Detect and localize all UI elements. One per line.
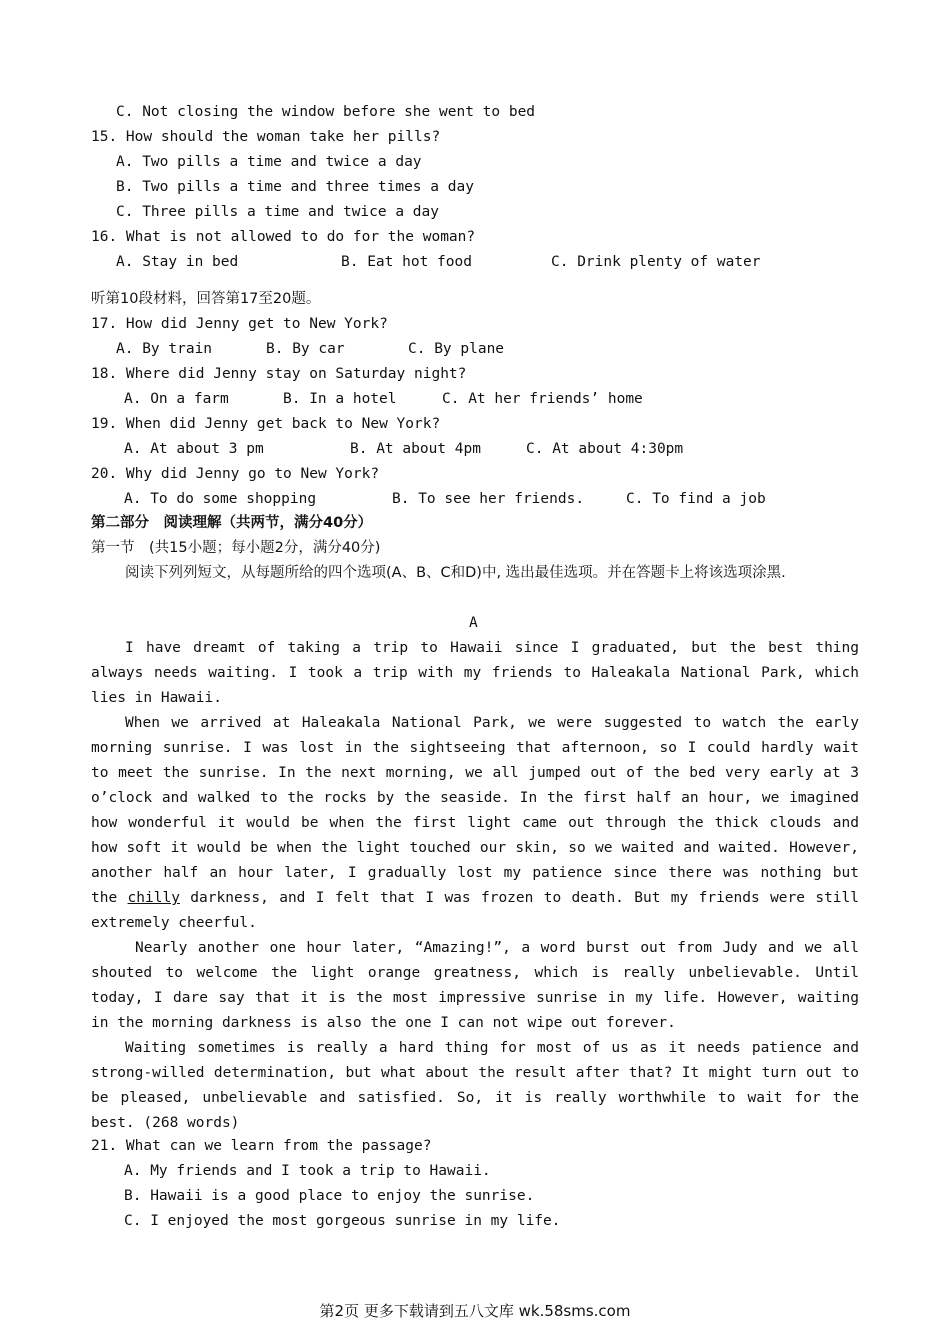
q21-option-b: B. Hawaii is a good place to enjoy the sunrise. xyxy=(124,1188,535,1204)
q17-option-b: B. By car xyxy=(266,341,345,357)
q17-question: 17. How did Jenny get to New York? xyxy=(91,316,388,332)
passage-paragraph-4: Waiting sometimes is really a hard thing for most of us as it needs patience and strong-willed determination, but what about the result after that? It might turn out to be pleased, unbelievable and satisfied. So, it is really worthwhile to wait for the best. (268 words) xyxy=(91,1040,859,1131)
q16-option-c: C. Drink plenty of water xyxy=(551,254,761,270)
q18-question: 18. Where did Jenny stay on Saturday night? xyxy=(91,366,467,382)
q15-question: 15. How should the woman take her pills? xyxy=(91,129,441,145)
section10-instruction: 听第10段材料，回答第17至20题。 xyxy=(91,291,321,307)
q16-question: 16. What is not allowed to do for the woman? xyxy=(91,229,476,245)
q15-option-b: B. Two pills a time and three times a day xyxy=(116,179,474,195)
page-footer: 第2页 更多下载请到五八文库 wk.58sms.com xyxy=(319,1302,631,1320)
q20-question: 20. Why did Jenny go to New York? xyxy=(91,466,380,482)
q21-option-c: C. I enjoyed the most gorgeous sunrise in my life. xyxy=(124,1213,561,1229)
q20-option-b: B. To see her friends. xyxy=(392,491,585,507)
reading-instruction-text: 阅读下列列短文，从每题所给的四个选项(A、B、C和D)中, 选出最佳选项。并在答题卡上将该选项涂黑. xyxy=(125,565,786,581)
underlined-word-chilly: chilly xyxy=(127,890,180,906)
q21-question: 21. What can we learn from the passage? xyxy=(91,1138,432,1154)
passage-letter: A xyxy=(469,615,478,631)
q19-question: 19. When did Jenny get back to New York? xyxy=(91,416,441,432)
q18-option-a: A. On a farm xyxy=(124,391,229,407)
q15-option-a: A. Two pills a time and twice a day xyxy=(116,154,422,170)
passage-p2-part2: darkness, and I felt that I was frozen to death. But my friends were still extremely cheerful. xyxy=(91,890,859,931)
q19-option-a: A. At about 3 pm xyxy=(124,441,264,457)
q18-option-b: B. In a hotel xyxy=(283,391,397,407)
q16-option-b: B. Eat hot food xyxy=(341,254,472,270)
q16-option-a: A. Stay in bed xyxy=(116,254,239,270)
passage-paragraph-2 xyxy=(91,711,859,936)
q15-option-c: C. Three pills a time and twice a day xyxy=(116,204,440,220)
section1-heading: 第一节 (共15小题；每小题2分，满分40分) xyxy=(91,540,381,556)
passage-paragraph-1: I have dreamt of taking a trip to Hawaii since I graduated, but the best thing always needs waiting. I took a trip with my friends to Haleakala National Park, which lies in Hawaii. xyxy=(91,640,859,706)
part2-heading: 第二部分 阅读理解（共两节，满分40分） xyxy=(91,515,373,531)
q20-option-a: A. To do some shopping xyxy=(124,491,317,507)
reading-instruction xyxy=(91,561,859,586)
passage-paragraph-3: Nearly another one hour later, “Amazing!”, a word burst out from Judy and we all shouted to welcome the light orange greatness, which is really unbelievable. Until today, I dare say that it is the most impressive sunrise in my life. However, waiting in the morning darkness is also the one I can not wipe out forever. xyxy=(91,940,859,1031)
passage-p2-part1: When we arrived at Haleakala National Park, we were suggested to watch the early morning sunrise. I was lost in the sightseeing that afternoon, so I could hardly wait to meet the sunrise. In the next morning, we all jumped out of the bed very early at 3 o’clock and walked to the rocks by the seaside. In the first half an hour, we imagined how wonderful it would be when the first light came out through the thick clouds and how soft it would be when the light touched our skin, so we waited and waited. However, another half an hour later, I gradually lost my patience since there was nothing but the xyxy=(91,715,859,906)
q19-option-b: B. At about 4pm xyxy=(350,441,481,457)
q17-option-c: C. By plane xyxy=(408,341,505,357)
q20-option-c: C. To find a job xyxy=(626,491,766,507)
q21-option-a: A. My friends and I took a trip to Hawaii. xyxy=(124,1163,491,1179)
passage-a xyxy=(91,636,859,1136)
q14-option-c: C. Not closing the window before she went to bed xyxy=(116,104,536,120)
q19-option-c: C. At about 4:30pm xyxy=(526,441,684,457)
q17-option-a: A. By train xyxy=(116,341,213,357)
q18-option-c: C. At her friends’ home xyxy=(442,391,643,407)
